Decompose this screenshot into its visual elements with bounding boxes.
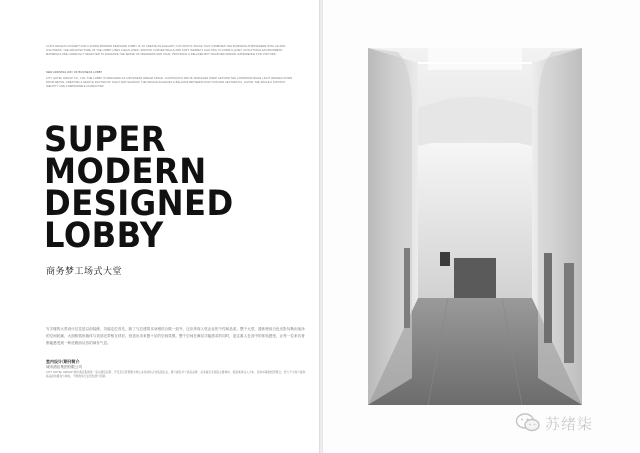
left-page bbox=[0, 0, 319, 453]
watermark bbox=[515, 410, 635, 436]
headline-line: DESIGNED bbox=[44, 184, 234, 224]
sub-heading: NEW ARRIVING WAY OF BUSINESS LOBBY bbox=[46, 71, 103, 74]
section-label: 室内设计/期刊简介 bbox=[46, 359, 80, 364]
headline-line: LOBBY bbox=[44, 216, 164, 256]
company-name: 城市酒店集团有限公司 bbox=[46, 365, 82, 369]
body-paragraph: 写字楼的大堂设计往往是以前装修，功能定位首先，除了与总建筑本身相结合做一致外，还应体现入驻企业的个性和品质。整个大堂，通体使用白色光影勾勒出纯净的空间轮廓，大面积弧形墙体与顶部光带相互呼应，营造出未来感十足的空间氛围。整个空间在满足功能需求的同时，更注重人在其中的体验感受，让每一位来访者都能感受到一种优雅而从容的商务气息。 bbox=[46, 327, 305, 346]
company-paragraph: CITY HOTEL GROUP 城市酒店集团是一家以酒店投资、开发及运营管理为核心业务的综合性集团企业，旗下拥有多个酒店品牌，业务遍及全国各主要城市。集团秉承以人为本、追求卓越的经营理念，致力于为客户提供高品质的服务与体验，不断推动行业的发展与创新。 bbox=[46, 371, 306, 378]
wechat-icon bbox=[515, 412, 541, 434]
headline-line: SUPER bbox=[44, 120, 167, 160]
headline-line: MODERN bbox=[44, 152, 207, 192]
intro-paragraph: CCD'S DESIGN CONCEPT FOR A SUPER MODERN DESIGNED LOBBY IS TO CREATE AN ELEGANT, FUTURISTIC SPACE THAT COMBINES THE BUSINESS ATMOSPHERE WITH AN AIRY LIGHTNESS. THE ARCHITECTURE OF THE LOBBY USES CLEAN LINES, SMOOTH CURVED WALLS AND SOFT INDIRECT LIGHTING TO FORM A QUIET, SCULPTURAL ENVIRONMENT. MATERIALS ARE CAREFULLY SELECTED TO ENHANCE THE SENSE OF OPENNESS AND CALM, PROVIDING A RELAXED BUT DIGNIFIED ARRIVAL EXPERIENCE FOR VISITORS. bbox=[46, 45, 286, 56]
headline bbox=[44, 120, 284, 256]
lobby-photo bbox=[368, 48, 582, 405]
sub-paragraph: CITY HOTEL GROUP CO., LTD. THE LOBBY IS DESIGNED AS A BUSINESS DREAM SPACE. CONTINUOUS WHITE SURFACES WRAP AROUND THE CORRIDOR WHILE LIGHT WASHES DOWN FROM ABOVE, CREATING A GENTLE RHYTHM OF LIGHT AND SHADOW. THE DESIGN ACHIEVES A BALANCE BETWEEN FUNCTION AND AESTHETICS, GIVING THE SPACE A DISTINCT IDENTITY AND A MEMORABLE CHARACTER. bbox=[46, 77, 293, 88]
chinese-title: 商务梦工场式大堂 bbox=[46, 267, 123, 277]
watermark-text: 苏绪柒 bbox=[545, 414, 594, 433]
lobby-illustration bbox=[368, 48, 582, 405]
